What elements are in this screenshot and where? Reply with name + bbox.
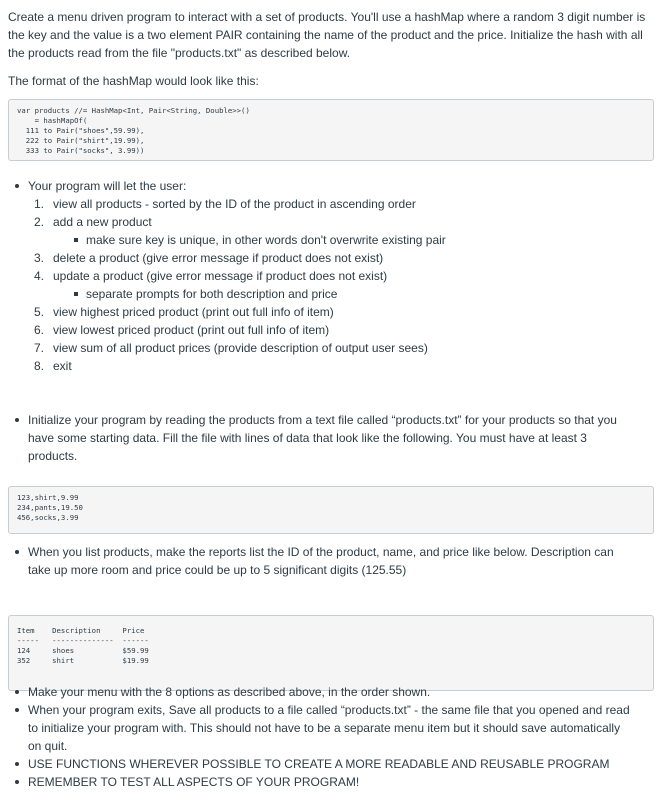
user-intro-text: Your program will let the user:	[28, 179, 187, 193]
menu-option: 8. exit	[34, 359, 72, 373]
format-heading: The format of the hashMap would look like this:	[8, 74, 259, 88]
menu-option: 2. add a new product make sure key is unique, in other words don't overwrite existing pair	[28, 213, 636, 249]
list-bullet: When you list products, make the reports list the ID of the product, name, and price like below. Description can take up more room and price could be up to 5 significant digits (125.55)	[8, 543, 636, 579]
menu-option: 3. delete a product (give error message if product does not exist)	[34, 251, 384, 265]
report-code-block: Item Description Price ----- -------------- ------ 124 shoes $59.99 352 shirt $19.99	[8, 615, 654, 691]
hashmap-code-block: var products //= HashMap<Int, Pair<String, Double>>() = hashMapOf( 111 to Pair("shoes",59.99), 222 to Pair("shirt",19.99), 333 to Pair("socks", 3.99))	[8, 99, 654, 161]
menu-option: 6. view lowest priced product (print out full info of item)	[34, 323, 330, 337]
final-bullet-menu: Make your menu with the 8 options as described above, in the order shown.	[8, 683, 636, 701]
menu-options-list	[28, 195, 636, 375]
menu-option: 1. view all products - sorted by the ID of the product in ascending order	[34, 197, 416, 211]
sub-bullet: make sure key is unique, in other words don't overwrite existing pair	[53, 231, 636, 249]
menu-option: 7. view sum of all product prices (provide description of output user sees)	[34, 341, 428, 355]
list-section	[8, 543, 636, 579]
intro-paragraph: Create a menu driven program to interact with a set of products. You'll use a hashMap where a random 3 digit number is the key and the value is a two element PAIR containing the name of the product and the price. Initialize the hash with all the products read from the file "products.txt" as described below.	[8, 10, 646, 60]
sub-bullet: separate prompts for both description and price	[53, 285, 636, 303]
user-options-section	[8, 177, 636, 375]
init-bullet: Initialize your program by reading the products from a text file called “products.txt” for your products so that you have some starting data. Fill the file with lines of data that look like the following. You must have at least 3 products.	[8, 411, 636, 465]
init-section	[8, 411, 636, 465]
final-bullet-functions: USE FUNCTIONS WHEREVER POSSIBLE TO CREATE A MORE READABLE AND REUSABLE PROGRAM	[8, 755, 636, 773]
menu-option: 5. view highest priced product (print out full info of item)	[34, 305, 334, 319]
assignment-page	[8, 8, 658, 789]
products-file-code-block: 123,shirt,9.99 234,pants,19.50 456,socks,3.99	[8, 486, 654, 534]
menu-option: 4. update a product (give error message if product does not exist) separate prompts for both description and price	[28, 267, 636, 303]
bullet-item	[8, 177, 636, 375]
final-section	[8, 683, 636, 791]
final-bullet-test: REMEMBER TO TEST ALL ASPECTS OF YOUR PROGRAM!	[8, 773, 636, 791]
final-bullet-save: When your program exits, Save all products to a file called “products.txt” - the same file that you opened and read to initialize your program with. This should not have to be a separate menu item but it should save automatically on quit.	[8, 701, 636, 755]
